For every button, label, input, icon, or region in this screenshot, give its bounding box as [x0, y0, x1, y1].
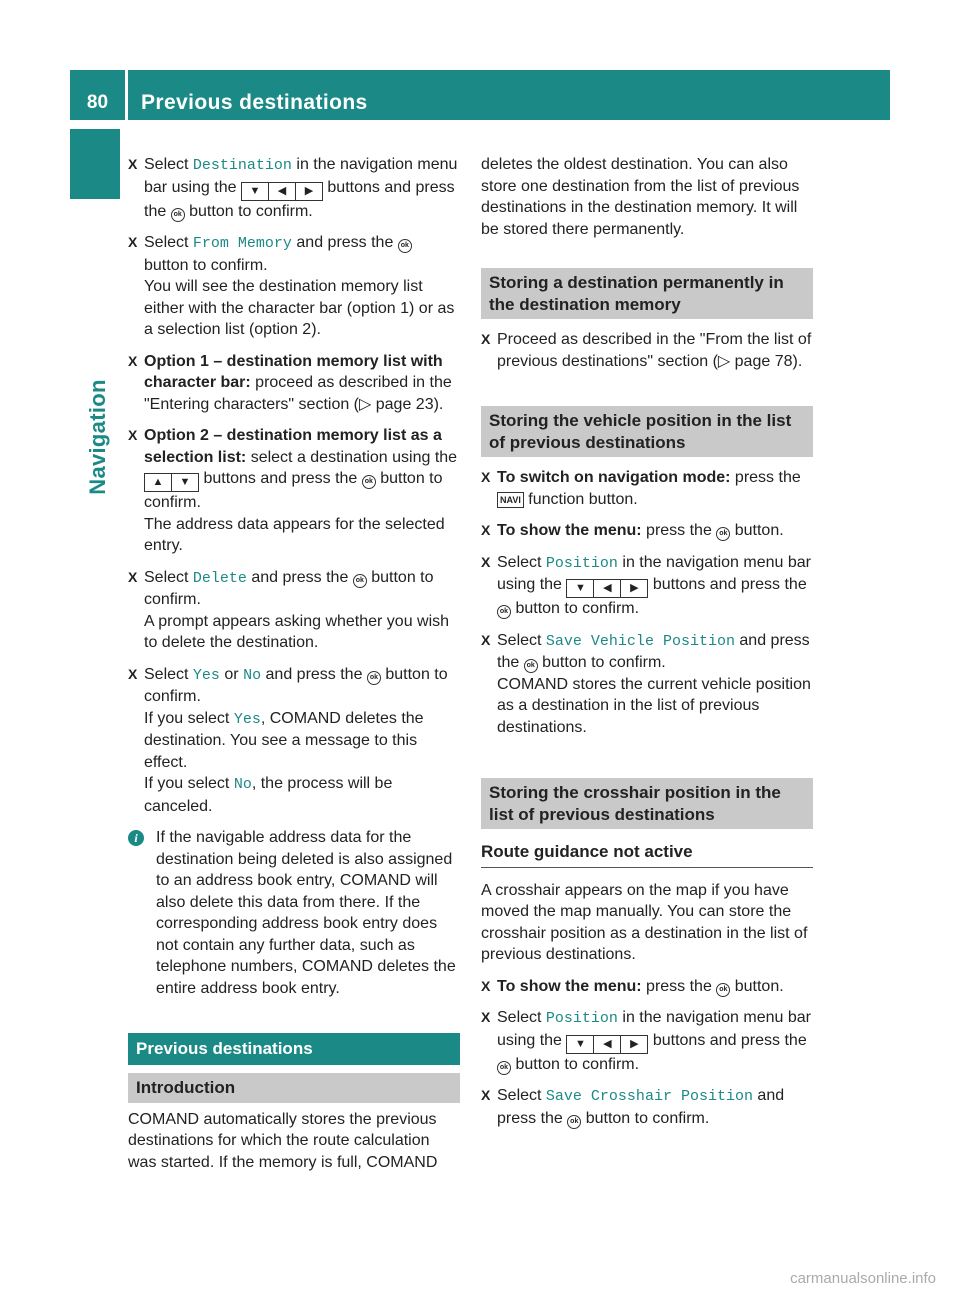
- ok-button-icon: ok: [524, 659, 538, 673]
- menu-item-position: Position: [545, 1010, 618, 1027]
- step-proceed-as-described: X Proceed as described in the "From the list of previous destinations" section (▷ page 78).: [481, 331, 812, 370]
- down-key-icon: ▼: [566, 579, 594, 598]
- ok-button-icon: ok: [716, 527, 730, 541]
- step-option-2: X Option 2 – destination memory list as a selection list: select a destination using the ▲ ▼ buttons and press the ok button to confirm. The address data appears for the selected entry.: [128, 427, 458, 554]
- page-title: Previous destinations: [141, 91, 368, 114]
- down-key-icon: ▼: [566, 1035, 594, 1054]
- menu-item-destination: Destination: [192, 157, 292, 174]
- menu-item-no: No: [243, 666, 262, 684]
- step-arrow-icon: X: [128, 234, 138, 250]
- step-arrow-icon: X: [128, 352, 138, 369]
- ok-button-icon: ok: [353, 574, 367, 588]
- step-arrow-icon: X: [481, 977, 491, 994]
- step-save-vehicle-position: X Select Save Vehicle Position and press the ok button to confirm. COMAND stores the current vehicle position as a destination in the list of previous destinations.: [481, 631, 811, 736]
- navi-key-icon: NAVI: [497, 492, 524, 508]
- header-divider: [125, 70, 128, 120]
- menu-item-from-memory: From Memory: [192, 235, 292, 252]
- step-arrow-icon: X: [128, 427, 138, 443]
- left-key-icon: ◀: [269, 182, 296, 201]
- ok-button-icon: ok: [567, 1115, 581, 1129]
- step-show-menu: X To show the menu: press the ok button.: [481, 520, 813, 542]
- step-arrow-icon: X: [481, 1087, 491, 1103]
- step-show-menu: X To show the menu: press the ok button.: [481, 976, 813, 998]
- sidebar-tab-block: [70, 129, 120, 199]
- crosshair-intro-text: A crosshair appears on the map if you have moved the map manually. You can store the crosshair position as a destination in the list of previous destinations.: [481, 881, 808, 963]
- right-column: [481, 154, 813, 1139]
- step-arrow-icon: X: [481, 631, 491, 648]
- left-column: [128, 154, 460, 1183]
- watermark: carmanualsonline.info: [790, 1270, 936, 1287]
- up-key-icon: ▲: [144, 473, 172, 492]
- page-header-bar: [70, 70, 890, 120]
- info-note: i If the navigable address data for the destination being deleted is also assigned to an address book entry, COMAND will also delete this data from there. If the corresponding address book entry does not contain any further data, such as telephone numbers, COMAND deletes the entire address book entry.: [128, 827, 460, 999]
- step-option-1: X Option 1 – destination memory list with character bar: proceed as described in the "Entering characters" section (▷ page 23).: [128, 352, 452, 413]
- step-arrow-icon: X: [481, 331, 491, 347]
- step-arrow-icon: X: [481, 469, 491, 485]
- step-select-position: X Select Position in the navigation menu bar using the ▼ ◀ ▶ buttons and press the ok button to confirm.: [481, 1009, 811, 1073]
- subheading-route-guidance-not-active: Route guidance not active: [481, 841, 813, 868]
- ok-button-icon: ok: [367, 671, 381, 685]
- step-switch-navigation-mode: X To switch on navigation mode: press the NAVI function button.: [481, 469, 801, 508]
- menu-item-yes: Yes: [192, 666, 220, 684]
- menu-item-no: No: [233, 776, 252, 793]
- info-icon: i: [128, 830, 144, 846]
- introduction-text: COMAND automatically stores the previous destinations for which the route calculation was started. If the memory is full, COMAND: [128, 1110, 438, 1171]
- menu-item-save-vehicle-position: Save Vehicle Position: [545, 632, 735, 650]
- ok-button-icon: ok: [171, 208, 185, 222]
- menu-item-delete: Delete: [192, 569, 247, 587]
- page-number: 80: [86, 92, 109, 113]
- step-select-delete: X Select Delete and press the ok button to confirm. A prompt appears asking whether you wish to delete the destination.: [128, 568, 450, 651]
- step-arrow-icon: X: [128, 665, 138, 682]
- step-select-yes-no: X Select Yes or No and press the ok button to confirm. If you select Yes, COMAND deletes the destination. You see a message to this effect. If you select No, the process will be canceled.: [128, 665, 448, 815]
- menu-item-save-crosshair-position: Save Crosshair Position: [545, 1088, 753, 1105]
- subsection-heading-introduction: Introduction: [128, 1073, 460, 1103]
- ok-button-icon: ok: [497, 1061, 511, 1075]
- step-arrow-icon: X: [128, 156, 138, 172]
- heading-storing-crosshair-position: Storing the crosshair position in the list of previous destinations: [481, 778, 813, 829]
- sidebar-section-label: Navigation: [85, 379, 110, 495]
- ok-button-icon: ok: [497, 605, 511, 619]
- step-select-position: X Select Position in the navigation menu bar using the ▼ ◀ ▶ buttons and press the ok button to confirm.: [481, 553, 811, 617]
- step-save-crosshair-position: X Select Save Crosshair Position and press the ok button to confirm.: [481, 1087, 785, 1127]
- step-arrow-icon: X: [481, 522, 491, 538]
- menu-item-yes: Yes: [233, 710, 261, 728]
- ok-button-icon: ok: [716, 983, 730, 997]
- section-heading-previous-destinations: Previous destinations: [128, 1033, 460, 1065]
- step-arrow-icon: X: [481, 1009, 491, 1025]
- step-arrow-icon: X: [128, 568, 138, 585]
- ok-button-icon: ok: [362, 475, 376, 489]
- right-key-icon: ▶: [621, 579, 648, 598]
- down-key-icon: ▼: [241, 182, 269, 201]
- menu-item-position: Position: [545, 554, 618, 572]
- ok-button-icon: ok: [398, 239, 412, 253]
- heading-storing-destination-permanently: Storing a destination permanently in the destination memory: [481, 268, 813, 319]
- heading-storing-vehicle-position: Storing the vehicle position in the list of previous destinations: [481, 406, 813, 457]
- right-key-icon: ▶: [621, 1035, 648, 1054]
- down-key-icon: ▼: [172, 473, 199, 492]
- continued-text: deletes the oldest destination. You can also store one destination from the list of previous destinations in the destination memory. It will be stored there permanently.: [481, 156, 800, 238]
- left-key-icon: ◀: [594, 1035, 621, 1054]
- right-key-icon: ▶: [296, 182, 323, 201]
- step-select-from-memory: X Select From Memory and press the ok button to confirm. You will see the destination memory list either with the character bar (option 1) or as a selection list (option 2).: [128, 234, 455, 338]
- left-key-icon: ◀: [594, 579, 621, 598]
- step-select-destination: X Select Destination in the navigation menu bar using the ▼ ◀ ▶ buttons and press the ok button to confirm.: [128, 156, 458, 220]
- step-arrow-icon: X: [481, 553, 491, 570]
